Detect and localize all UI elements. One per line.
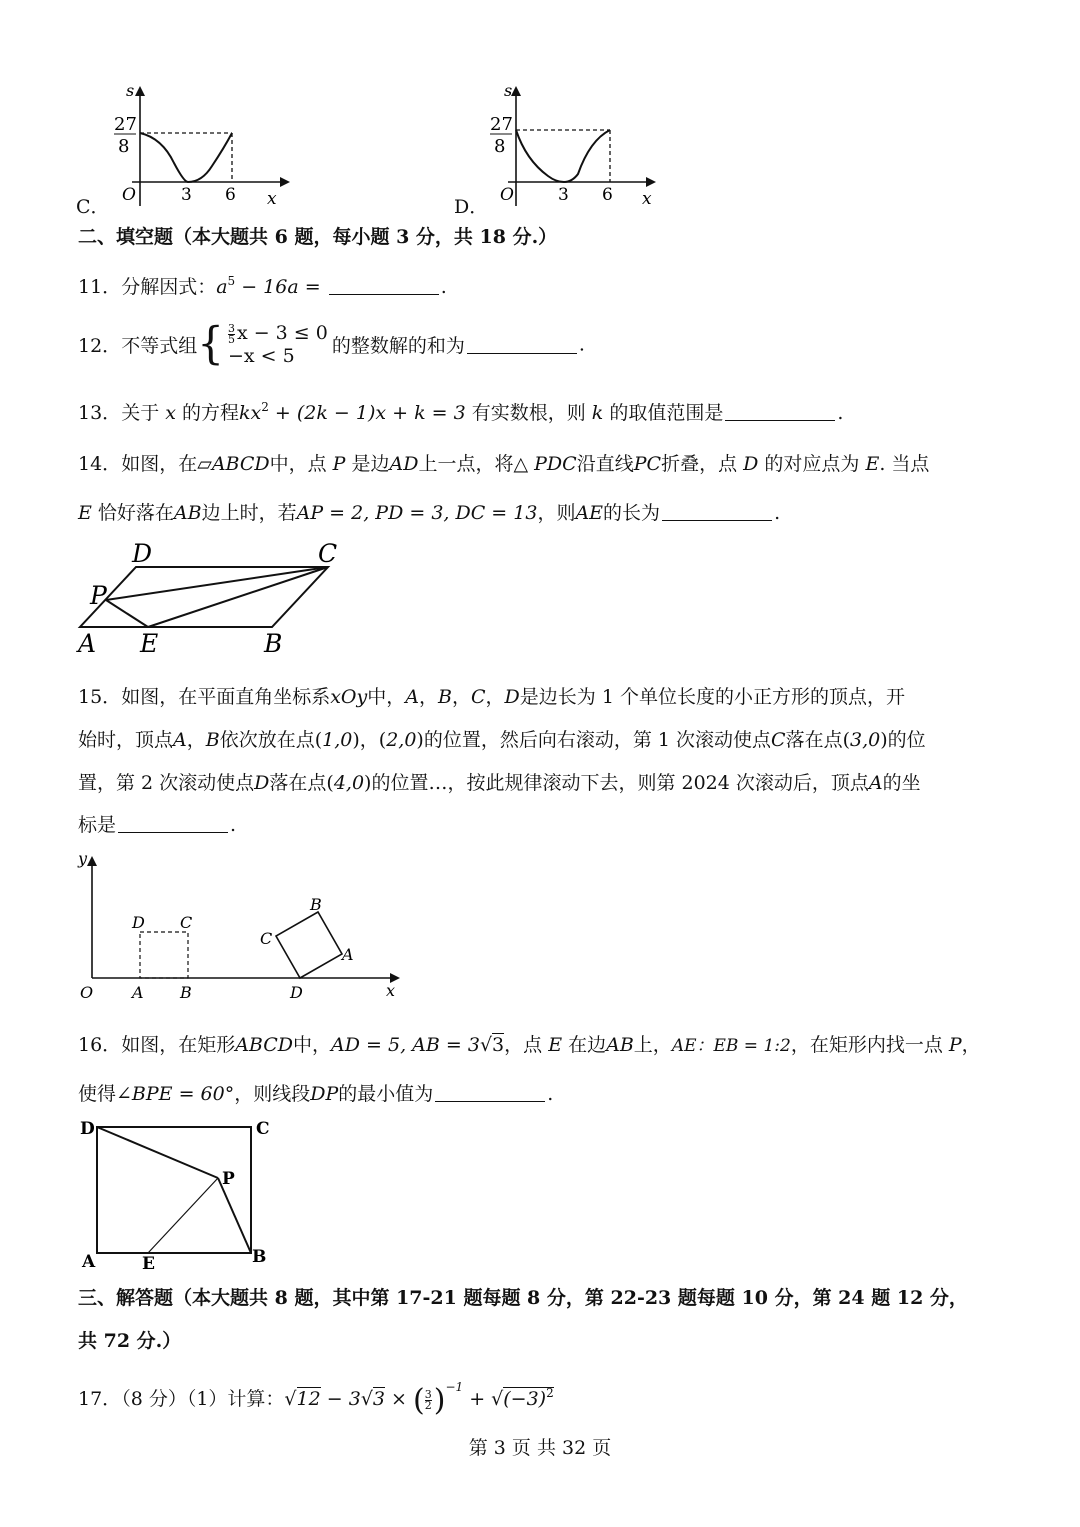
q16-angle: ∠BPE = 60° — [116, 1083, 235, 1105]
q15-y-arrow — [87, 856, 97, 866]
graph-c-svg — [102, 78, 302, 213]
graph-c-curve — [140, 133, 232, 182]
q16-label-e: E — [142, 1254, 155, 1274]
q14-line2-text-c: ，则 — [537, 502, 576, 524]
q16-text-a: 如图，在矩形 — [121, 1034, 236, 1056]
graph-d-s-label: s — [504, 81, 513, 100]
q15-figure — [74, 846, 414, 1008]
q15-label-d2: D — [290, 983, 303, 1002]
q16-line2-b: ，则线段 — [234, 1083, 311, 1105]
q14-var-e: E — [865, 453, 880, 475]
question-12 — [78, 318, 585, 370]
q11-number: 11． — [78, 276, 122, 298]
q15-l2-0: 始时，顶点 — [78, 729, 174, 751]
q14-number: 14． — [78, 453, 122, 475]
q15-l1-8: ， — [485, 686, 505, 708]
q12-fraction: $\frac{3}{5}$ — [227, 321, 235, 346]
q16-rectangle — [97, 1127, 251, 1253]
graph-option-d — [452, 78, 682, 218]
q15-l1-5: B — [438, 686, 452, 708]
question-15-line-3 — [78, 768, 921, 795]
q17-exponent: −1 — [445, 1380, 464, 1394]
q17-root12: 12 — [296, 1388, 321, 1410]
q15-initial-square — [140, 932, 188, 978]
q17-plus: + — [463, 1388, 492, 1410]
q15-l3-2: 落在点( — [269, 772, 334, 794]
q16-abcd: ABCD — [235, 1034, 294, 1056]
q14-figure — [74, 536, 354, 662]
q13-var-k: k — [591, 402, 604, 424]
q14-text-h: . 当点 — [879, 453, 930, 475]
q13-number: 13． — [78, 402, 122, 424]
q16-label-c: C — [256, 1119, 270, 1139]
q16-line2-a: 使得 — [78, 1083, 117, 1105]
q16-segment-pe — [148, 1178, 218, 1253]
q15-label-a1: A — [132, 983, 144, 1002]
page-footer: 第 3 页 共 32 页 — [468, 1437, 612, 1459]
q12-ineq-1: x − 3 ≤ 0 — [236, 322, 328, 344]
q17-number: 17． — [78, 1388, 122, 1410]
q15-l2-2: ， — [186, 729, 206, 751]
q13-eq-exp: 2 — [261, 400, 269, 414]
q15-l3-3: 4,0 — [333, 772, 365, 794]
question-15-line-1 — [78, 682, 905, 709]
q17-inner: (−3) — [503, 1388, 547, 1410]
q15-l2-10: 落在点( — [785, 729, 850, 751]
q14-text-c: 是边 — [345, 453, 390, 475]
q14-label-b: B — [264, 629, 283, 658]
q15-l4: 标是 — [78, 814, 117, 836]
graph-d-x-label: x — [642, 189, 652, 209]
q15-label-x: x — [386, 981, 396, 1000]
q15-l1-7: C — [470, 686, 486, 708]
q14-text-d: 上一点，将 — [418, 453, 514, 475]
graph-d-s-arrow — [511, 86, 521, 96]
q14-triangle: △ PDC — [513, 453, 577, 475]
q15-l2-5: 1,0 — [322, 729, 353, 751]
q17-minus: − 3 — [320, 1388, 361, 1410]
q17-left-paren: ( — [413, 1383, 425, 1418]
q13-text-2: 的方程 — [175, 402, 239, 424]
q17-times: × — [385, 1388, 414, 1410]
q15-label-c2: C — [260, 929, 273, 948]
q11-text: 分解因式： — [121, 276, 217, 298]
q15-l1-10: 是边长为 1 个单位长度的小正方形的顶点，开 — [519, 686, 905, 708]
q14-label-p: P — [90, 581, 107, 610]
q16-root3: 3 — [492, 1034, 505, 1056]
q15-l1-6: ， — [451, 686, 471, 708]
q13-text-1: 关于 — [121, 402, 166, 424]
graph-c-s-label: s — [126, 81, 135, 100]
graph-d-s-bottom: 8 — [494, 136, 506, 157]
q14-answer-blank[interactable] — [662, 502, 772, 521]
q14-text-b: 中，点 — [269, 453, 333, 475]
q13-answer-blank[interactable] — [725, 402, 835, 421]
q16-label-b: B — [252, 1247, 267, 1267]
question-13 — [78, 398, 843, 425]
q16-text-d: 在边 — [562, 1034, 607, 1056]
q14-line2-text-a: 恰好落在 — [91, 502, 174, 524]
q17-root3: 3 — [372, 1388, 386, 1410]
section-2-title: 二、填空题（本大题共 6 题，每小题 3 分，共 18 分.） — [78, 226, 558, 248]
graph-d-tick-6: 6 — [602, 185, 613, 205]
graph-c-x-label: x — [267, 189, 277, 209]
graph-c-x-arrow — [280, 177, 290, 187]
q14-pc: PC — [633, 453, 662, 475]
q12-number: 12． — [78, 334, 122, 357]
q15-l1-3: A — [405, 686, 419, 708]
q15-l2-3: B — [205, 729, 220, 751]
graph-d-tick-3: 3 — [558, 185, 569, 205]
q15-label-b1: B — [180, 983, 192, 1002]
q14-text-f: 折叠，点 — [661, 453, 744, 475]
q14-label-d: D — [132, 539, 153, 568]
q15-answer-blank[interactable] — [118, 814, 228, 833]
q17-sqrt-icon-2: √ — [360, 1388, 373, 1410]
q14-line2-text-d: 的长为 — [603, 502, 661, 524]
q14-segment-pc — [106, 567, 328, 600]
question-11 — [78, 272, 447, 299]
graph-c-s-arrow — [135, 86, 145, 96]
q11-end: . — [440, 276, 447, 298]
q15-l2-4: 依次放在点( — [219, 729, 323, 751]
q17-right-paren: ) — [433, 1383, 446, 1418]
q16-ab: AB — [606, 1034, 634, 1056]
graph-c-origin: O — [122, 185, 136, 205]
q15-l2-6: )，( — [352, 729, 387, 751]
q12-brace-icon: { — [197, 318, 224, 370]
graph-option-c — [72, 78, 302, 218]
q14-var-p: P — [332, 453, 346, 475]
question-16-line-2 — [78, 1079, 553, 1106]
q15-label-d1: D — [132, 913, 145, 932]
q16-end: . — [547, 1083, 554, 1105]
q16-label-p: P — [222, 1169, 235, 1189]
graph-c-s-bottom: 8 — [118, 136, 130, 157]
q14-parallelogram-shape — [80, 567, 328, 627]
q16-ratio: AE：EB = 1:2 — [671, 1036, 791, 1056]
q15-label-b2: B — [310, 895, 322, 914]
q15-l3-4: )的位置…，按此规律滚动下去，则第 2024 次滚动后，顶点 — [364, 772, 869, 794]
graph-d-s-top: 27 — [490, 114, 513, 135]
q12-system — [228, 322, 328, 367]
q15-label-y: y — [78, 849, 88, 868]
section-3-title-line-1: 三、解答题（本大题共 8 题，其中第 17-21 题每题 8 分，第 22-23 题每题 10 分，第 24 题 12 分， — [78, 1287, 968, 1309]
q13-eq-a: kx — [239, 402, 262, 424]
q14-text-g: 的对应点为 — [758, 453, 866, 475]
q14-ad: AD — [389, 453, 419, 475]
q15-number: 15． — [78, 686, 122, 708]
q17-radicand — [503, 1387, 553, 1410]
graph-d-x-arrow — [646, 177, 656, 187]
q16-figure — [76, 1114, 276, 1274]
question-15-line-4 — [78, 810, 236, 837]
q16-text-c: ，点 — [504, 1034, 549, 1056]
graph-d-origin: O — [500, 185, 514, 205]
question-16-line-1 — [78, 1030, 981, 1057]
q14-ab: AB — [173, 502, 202, 524]
q14-parallelogram: ▱ABCD — [197, 453, 270, 475]
q12-end: . — [578, 333, 585, 356]
q15-l3-6: 的坐 — [882, 772, 921, 794]
q14-segment-pe — [106, 600, 148, 627]
q11-var-a: a — [216, 276, 228, 298]
question-14-line-2 — [78, 498, 780, 525]
q14-text-a: 如图，在 — [121, 453, 198, 475]
question-17 — [78, 1380, 554, 1418]
q15-label-a2: A — [342, 945, 354, 964]
q15-l2-1: A — [173, 729, 187, 751]
q11-exponent: 5 — [227, 274, 236, 288]
q14-label-a: A — [78, 629, 97, 658]
q15-l2-9: C — [771, 729, 786, 751]
q14-text-e: 沿直线 — [576, 453, 634, 475]
q11-answer-blank[interactable] — [329, 276, 439, 295]
q16-label-d: D — [80, 1119, 95, 1139]
q14-ae: AE — [575, 502, 604, 524]
q17-sqrt-icon-1: √ — [284, 1388, 297, 1410]
q16-label-a: A — [82, 1252, 96, 1272]
q13-end: . — [837, 402, 844, 424]
option-c-label: C． — [76, 196, 110, 218]
graph-d-curve — [516, 130, 610, 182]
q12-text-before: 不等式组 — [121, 334, 198, 357]
q14-end: . — [774, 502, 781, 524]
q15-l1-4: ， — [418, 686, 438, 708]
q16-text-e: 上， — [633, 1034, 672, 1056]
q16-given: AD = 5, AB = 3 — [331, 1034, 480, 1056]
q15-rotated-square — [276, 912, 342, 978]
q16-segment-dp — [97, 1127, 218, 1178]
q16-text-f: ，在矩形内找一点 — [790, 1034, 949, 1056]
q16-var-p: P — [948, 1034, 962, 1056]
q15-l1-1: xOy — [330, 686, 368, 708]
q13-eq-b: + (2k − 1)x + k = 3 — [268, 402, 466, 424]
q15-l2-8: )的位置，然后向右滚动，第 1 次滚动使点 — [416, 729, 772, 751]
q15-l3-5: A — [868, 772, 883, 794]
q11-expr-rest: − 16a = — [235, 276, 327, 298]
q15-l2-7: 2,0 — [386, 729, 417, 751]
q15-l1-9: D — [504, 686, 520, 708]
graph-d-svg — [478, 78, 678, 213]
question-15-line-2 — [78, 725, 926, 752]
section-3-title-line-2: 共 72 分.） — [78, 1330, 182, 1352]
q15-l1-0: 如图，在平面直角坐标系 — [121, 686, 331, 708]
q14-label-c: C — [318, 539, 338, 568]
q13-text-4: 的取值范围是 — [603, 402, 724, 424]
q14-line2-var-e: E — [78, 502, 92, 524]
q16-answer-blank[interactable] — [435, 1083, 545, 1102]
q13-text-3: 有实数根，则 — [465, 402, 592, 424]
q15-l2-12: )的位 — [880, 729, 926, 751]
q14-label-e: E — [140, 629, 159, 658]
q14-var-d: D — [743, 453, 759, 475]
q16-number: 16． — [78, 1034, 122, 1056]
q17-part: （1）计算： — [186, 1388, 285, 1410]
q13-var-x: x — [165, 402, 176, 424]
q16-dp: DP — [310, 1083, 339, 1105]
q15-label-o: O — [80, 983, 94, 1002]
q15-l1-2: 中， — [367, 686, 406, 708]
q17-sqrt-icon-3: √ — [491, 1388, 504, 1410]
q16-sqrt-icon: √ — [479, 1034, 493, 1056]
q16-var-e: E — [548, 1034, 563, 1056]
q16-line2-c: 的最小值为 — [338, 1083, 434, 1105]
q14-given: AP = 2, PD = 3, DC = 13 — [296, 502, 538, 524]
q17-score: （8 分） — [121, 1388, 187, 1410]
q12-text-after: 的整数解的和为 — [331, 334, 465, 357]
q14-line2-text-b: 边上时，若 — [201, 502, 297, 524]
q15-label-c1: C — [180, 913, 193, 932]
q15-end: . — [230, 814, 237, 836]
q16-text-b: 中， — [293, 1034, 332, 1056]
question-14-line-1 — [78, 449, 929, 476]
q17-fraction: $\frac{3}{2}$ — [424, 1387, 432, 1412]
q12-ineq-row-1 — [228, 322, 328, 345]
graph-c-tick-6: 6 — [225, 185, 236, 205]
q12-ineq-row-2: −x < 5 — [227, 344, 295, 367]
option-d-label: D． — [454, 196, 489, 218]
q12-answer-blank[interactable] — [467, 335, 577, 354]
q16-text-g: ， — [961, 1034, 981, 1056]
q15-l3-0: 置，第 2 次滚动使点 — [78, 772, 255, 794]
q15-l3-1: D — [254, 772, 270, 794]
graph-c-s-top: 27 — [114, 114, 137, 135]
q17-inner-exp: 2 — [546, 1386, 554, 1400]
q16-segment-pb — [218, 1178, 251, 1253]
graph-c-tick-3: 3 — [181, 185, 192, 205]
q15-l2-11: 3,0 — [849, 729, 881, 751]
